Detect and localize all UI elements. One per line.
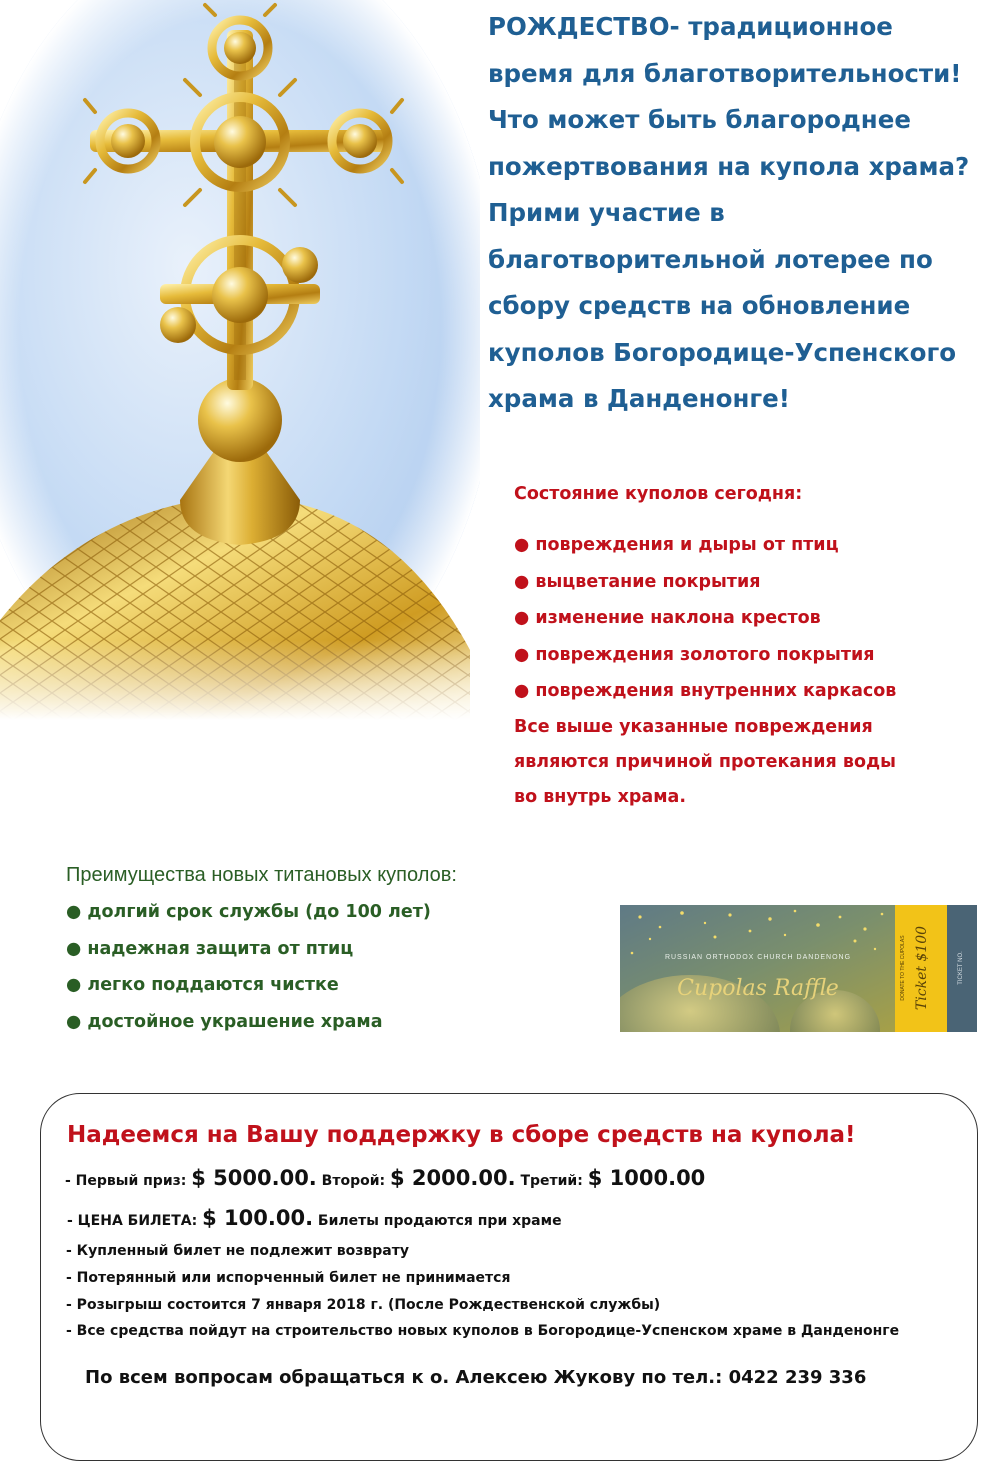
list-item-text: достойное украшение храма [87, 1011, 383, 1032]
list-item [66, 967, 586, 1004]
contact-line: По всем вопросам обращаться к о. Алексею Жукову по тел.: 0422 239 336 [85, 1367, 867, 1388]
bullet-icon: ● [514, 535, 536, 555]
ticket-title: Cupolas Raffle [677, 976, 839, 1001]
headline-line: куполов Богородице-Успенского [488, 337, 957, 367]
support-title: Надеемся на Вашу поддержку в сборе средств на купола! [67, 1122, 856, 1148]
ticket-org: RUSSIAN ORTHODOX CHURCH DANDENONG [664, 954, 852, 961]
prize2-amount: $ 2000.00. [390, 1166, 516, 1190]
price-label: - ЦЕНА БИЛЕТА: [67, 1213, 198, 1229]
headline-line: пожертвования на купола храма? [488, 151, 970, 181]
list-item [514, 527, 994, 564]
headline-line: Прими участие в [488, 198, 725, 227]
note-line: во внутрь храма. [514, 786, 686, 807]
prize3-amount: $ 1000.00 [587, 1166, 706, 1190]
domes-state-title: Состояние куполов сегодня: [514, 484, 803, 504]
benefits-section [66, 860, 586, 1040]
prize2-label: Второй: [321, 1173, 386, 1189]
headline-line: Что может быть благороднее [488, 105, 911, 134]
bullet-icon: ● [66, 1011, 88, 1032]
list-item [514, 637, 994, 674]
domes-state-note [514, 710, 994, 815]
raffle-ticket-image [620, 905, 977, 1032]
list-item-text: повреждения и дыры от птиц [535, 535, 839, 555]
prize1-label: - Первый приз: [65, 1173, 187, 1189]
rule-line: - Потерянный или испорченный билет не принимается [66, 1270, 511, 1286]
list-item-text: легко поддаются чистке [87, 975, 339, 995]
rule-line: - Розыгрыш состоится 7 января 2018 г. (После Рождественской службы) [66, 1297, 661, 1313]
price-note: Билеты продаются при храме [317, 1213, 562, 1229]
bullet-icon: ● [66, 975, 88, 995]
headline [488, 4, 993, 423]
dome-cross-image [0, 0, 480, 720]
bullet-icon: ● [66, 902, 88, 922]
ticket-price-line [67, 1206, 562, 1230]
domes-state-section [514, 480, 994, 815]
list-item-text: выцветание покрытия [535, 571, 761, 592]
headline-line: благотворительной лотерее по [488, 244, 933, 274]
list-item-text: повреждения внутренних каркасов [535, 681, 897, 701]
price-amount: $ 100.00. [202, 1206, 314, 1230]
bullet-icon: ● [514, 644, 536, 665]
list-item [514, 673, 994, 710]
rule-line: - Купленный билет не подлежит возврату [66, 1243, 409, 1259]
list-item [66, 931, 586, 968]
ticket-side: Ticket $100 [914, 925, 930, 1011]
prizes-line [65, 1166, 705, 1190]
support-box [40, 1093, 978, 1461]
ticket-side-small: DONATE TO THE CUPOLAS [900, 935, 906, 1001]
prize3-label: Третий: [520, 1173, 583, 1189]
list-item-text: изменение наклона крестов [535, 608, 821, 628]
list-item [66, 894, 586, 931]
list-item [66, 1004, 586, 1041]
benefits-list [66, 894, 586, 1040]
headline-line: храма в Данденонге! [488, 384, 790, 413]
bullet-icon: ● [514, 608, 536, 628]
headline-line: сбору средств на обновление [488, 291, 911, 320]
list-item [514, 600, 994, 637]
rule-line: - Все средства пойдут на строительство новых куполов в Богородице-Успенском храме в Данденонге [66, 1323, 900, 1339]
prize1-amount: $ 5000.00. [191, 1166, 317, 1190]
benefits-title: Преимущества новых титановых куполов: [66, 864, 457, 886]
headline-line: время для благотворительности! [488, 58, 962, 88]
list-item-text: долгий срок службы (до 100 лет) [87, 902, 431, 922]
list-item-text: надежная защита от птиц [87, 938, 354, 959]
note-line: Все выше указанные повреждения [514, 716, 873, 737]
note-line: являются причиной протекания воды [514, 751, 896, 772]
ticket-number-label: TICKET NO. [958, 951, 964, 985]
list-item [514, 564, 994, 601]
bullet-icon: ● [66, 938, 88, 959]
domes-state-list [514, 527, 994, 710]
bullet-icon: ● [514, 571, 536, 592]
bullet-icon: ● [514, 681, 536, 701]
list-item-text: повреждения золотого покрытия [535, 644, 875, 665]
headline-line: РОЖДЕСТВО- традиционное [488, 12, 893, 41]
